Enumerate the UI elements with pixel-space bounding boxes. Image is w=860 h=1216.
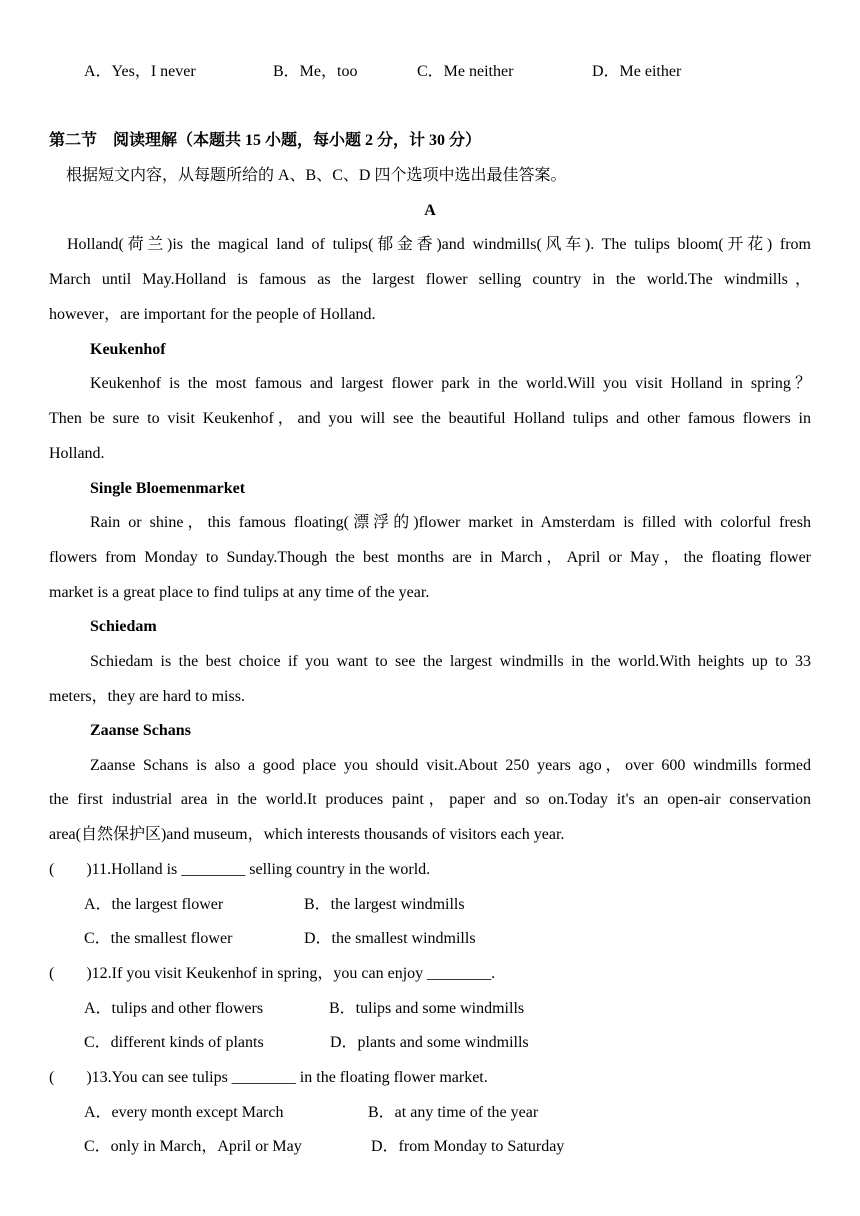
section-title-bloemenmarket: Single Bloemenmarket: [90, 480, 246, 497]
prev-option-a: A．Yes，I never: [84, 63, 196, 80]
section-title-keukenhof: Keukenhof: [90, 341, 166, 358]
question-12-option-a: A．tulips and other flowers: [84, 1000, 264, 1017]
bloemenmarket-line-3: market is a great place to find tulips at any time of the year.: [49, 584, 430, 601]
section-title-schiedam: Schiedam: [90, 618, 157, 635]
zaanse-line-1: Zaanse Schans is also a good place you should visit.About 250 years ago，over 600 windmills formed: [90, 757, 811, 774]
question-11-option-b: B．the largest windmills: [304, 896, 465, 913]
intro-line-3: however，are important for the people of Holland.: [49, 306, 376, 323]
section-instruction: 根据短文内容，从每题所给的 A、B、C、D 四个选项中选出最佳答案。: [66, 167, 567, 184]
section-title-zaanse-schans: Zaanse Schans: [90, 722, 191, 739]
question-13-option-a: A．every month except March: [84, 1104, 284, 1121]
bloemenmarket-line-2: flowers from Monday to Sunday.Though the best months are in March，April or May，the floating flower: [49, 549, 812, 566]
question-13-option-b: B．at any time of the year: [368, 1104, 539, 1121]
section-heading: 第二节 阅读理解（本题共 15 小题，每小题 2 分，计 30 分）: [49, 132, 482, 149]
intro-line-2: March until May.Holland is famous as the largest flower selling country in the world.The windmills，: [49, 271, 811, 288]
prev-option-d: D．Me either: [592, 63, 682, 80]
zaanse-line-3: area(自然保护区)and museum，which interests thousands of visitors each year.: [49, 826, 565, 843]
question-13-option-d: D．from Monday to Saturday: [371, 1138, 565, 1155]
question-11-option-c: C．the smallest flower: [84, 930, 233, 947]
prev-option-b: B．Me，too: [273, 63, 358, 80]
question-13-stem: ( )13.You can see tulips ________ in the floating flower market.: [49, 1069, 488, 1086]
question-11-stem: ( )11.Holland is ________ selling country in the world.: [49, 861, 431, 878]
schiedam-line-2: meters，they are hard to miss.: [49, 688, 245, 705]
question-12-stem: ( )12.If you visit Keukenhof in spring，you can enjoy ________.: [49, 965, 496, 982]
question-12-option-d: D．plants and some windmills: [330, 1034, 529, 1051]
question-11-option-a: A．the largest flower: [84, 896, 224, 913]
zaanse-line-2: the first industrial area in the world.It produces paint，paper and so on.Today it's an open-air conservation: [49, 791, 811, 808]
keukenhof-line-2: Then be sure to visit Keukenhof，and you will see the beautiful Holland tulips and other famous flowers in: [49, 410, 811, 427]
schiedam-line-1: Schiedam is the best choice if you want to see the largest windmills in the world.With heights up to 33: [90, 653, 811, 670]
intro-line-1: Holland(荷兰)is the magical land of tulips(郁金香)and windmills(风车). The tulips bloom(开花) from: [67, 236, 811, 253]
question-12-option-c: C．different kinds of plants: [84, 1034, 264, 1051]
prev-option-c: C．Me neither: [417, 63, 514, 80]
bloemenmarket-line-1: Rain or shine，this famous floating(漂浮的)flower market in Amsterdam is filled with colorful fresh: [90, 514, 811, 531]
question-11-option-d: D．the smallest windmills: [304, 930, 476, 947]
question-13-option-c: C．only in March，April or May: [84, 1138, 302, 1155]
keukenhof-line-1: Keukenhof is the most famous and largest flower park in the world.Will you visit Holland in spring？: [90, 375, 811, 392]
keukenhof-line-3: Holland.: [49, 445, 105, 462]
question-12-option-b: B．tulips and some windmills: [329, 1000, 525, 1017]
passage-label: A: [424, 202, 436, 219]
